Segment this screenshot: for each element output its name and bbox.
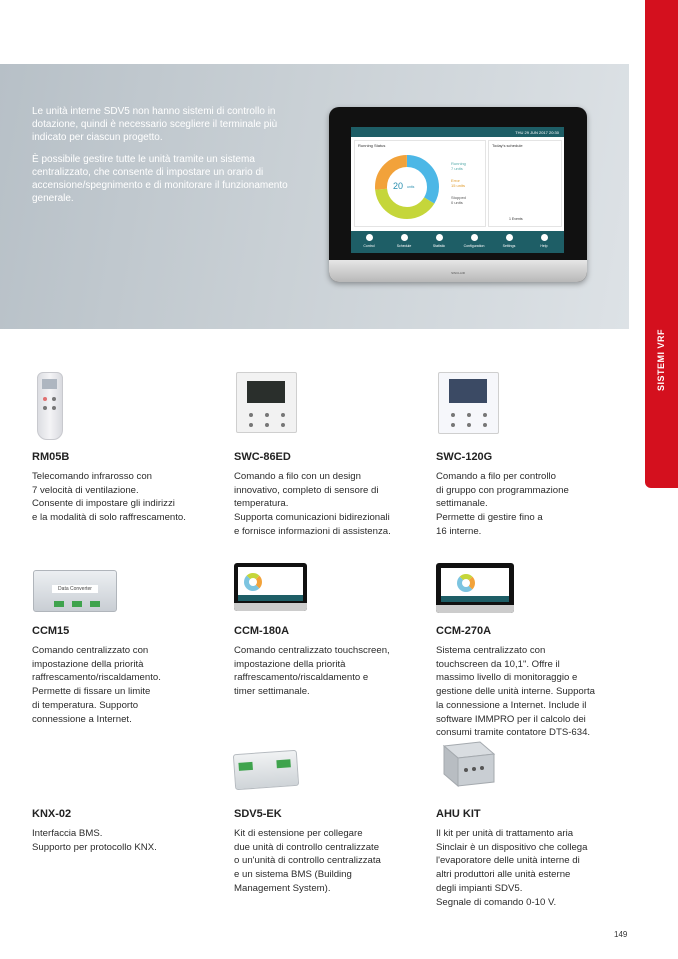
schedule-title: Today's schedule (492, 143, 523, 148)
swc-120g-button (467, 423, 471, 427)
swc-120g-button (451, 423, 455, 427)
product-desc-knx-02 (32, 827, 217, 854)
ccm-270a-donut (457, 574, 475, 592)
center-count: 20 (393, 181, 404, 191)
desc-line: Il kit per unità di trattamento aria (436, 828, 574, 839)
nav-label-schedule: Schedule (396, 244, 412, 248)
nav-control (354, 234, 384, 248)
nav-label-configuration: Configuration (463, 244, 485, 248)
desc-line: di gruppo con programmazione (436, 484, 569, 496)
desc-line: e la modalità di solo raffrescamento. (32, 512, 186, 524)
desc-line: Permette di fissare un limite (32, 686, 151, 698)
product-desc-sdv5-ek (234, 827, 419, 896)
swc-86ed-button (281, 413, 285, 417)
statistic-icon (436, 234, 443, 241)
desc-line: la connessione a Internet. Include il (436, 699, 587, 711)
product-desc-ccm-180a (234, 644, 419, 699)
swc-120g-button (451, 413, 455, 417)
control-icon (366, 234, 373, 241)
desc-line: l'evaporatore delle unità interne di (436, 855, 580, 867)
ccm15-terminal (90, 601, 100, 607)
remote-fan-button (43, 406, 47, 410)
desc-line: Comando centralizzato con (32, 645, 149, 656)
product-name-swc-86ed: SWC-86ED (234, 451, 291, 463)
configuration-icon (471, 234, 478, 241)
desc-line: degli impianti SDV5. (436, 882, 523, 894)
swc-120g-button (483, 423, 487, 427)
desc-line: Permette di gestire fino a (436, 512, 543, 524)
desc-line: software IMMPRO per il calcolo dei (436, 713, 586, 725)
ccm-180a-screen (238, 567, 303, 601)
desc-line: Comando a filo per controllo (436, 471, 556, 482)
running-status-panel (354, 140, 486, 227)
desc-line: massimo livello di monitoraggio e (436, 672, 578, 684)
desc-line: 7 velocità di ventilazione. (32, 484, 139, 496)
ccm-180a-navbar (238, 595, 303, 601)
screen-datetime: THU 29 JUN 2017 20:30 (515, 130, 559, 135)
desc-line: e un sistema BMS (Building (234, 869, 352, 881)
controller-screen (351, 127, 564, 253)
desc-line: consumi tramite contatore DTS-634. (436, 727, 591, 739)
sdv5-ek-terminal (238, 762, 253, 771)
hero-paragraph-2: È possibile gestire tutte le unità tramite un sistema centralizzato, che consente di impostare un orario di accensione/spegnimento e di monitorare il funzionamento generale. (32, 154, 288, 204)
ccm-180a-chin (234, 603, 307, 611)
product-desc-rm05b (32, 470, 217, 525)
desc-line: o un'unità di controllo centralizzata (234, 855, 381, 867)
desc-line: temperatura. (234, 498, 289, 510)
desc-line: raffrescamento/riscaldamento. (32, 672, 161, 684)
remote-temp-button (52, 406, 56, 410)
ahu-kit-box-drawing (436, 740, 498, 788)
swc-86ed-button (249, 423, 253, 427)
desc-line: altri produttori alle unità esterne (436, 869, 571, 881)
swc-86ed-display (247, 381, 285, 403)
swc-86ed-button (281, 423, 285, 427)
desc-line: Consente di impostare gli indirizzi (32, 498, 175, 510)
tablet-brand: SINCLAIR (451, 271, 465, 275)
nav-settings (494, 234, 524, 248)
desc-line: Supporto per protocollo KNX. (32, 841, 157, 853)
ccm-270a-image (436, 563, 514, 613)
section-tab-label: SISTEMI VRF (656, 329, 666, 392)
desc-line: connessione a Internet. (32, 713, 132, 725)
desc-line: Supporta comunicazioni bidirezionali (234, 512, 390, 524)
product-name-ccm-270a: CCM-270A (436, 625, 492, 637)
desc-line: Kit di estensione per collegare (234, 828, 363, 839)
schedule-icon (401, 234, 408, 241)
page-number: 149 (614, 930, 628, 939)
desc-line: settimanale. (436, 498, 488, 510)
nav-label-help: Help (540, 244, 548, 248)
ccm-180a-donut (244, 573, 262, 591)
screen-nav-bar (351, 231, 564, 253)
remote-display (42, 379, 57, 389)
desc-line: Comando a filo con un design (234, 471, 361, 482)
sdv5-ek-module-image (233, 750, 299, 790)
swc-120g-display (449, 379, 487, 403)
swc-120g-button (467, 413, 471, 417)
desc-line: 16 interne. (436, 525, 482, 537)
product-desc-ccm-270a (436, 644, 626, 740)
product-desc-ahu-kit (436, 827, 621, 909)
swc-86ed-button (265, 413, 269, 417)
ccm15-converter-image (33, 570, 117, 612)
stopped-label: Stopped (451, 195, 466, 200)
ccm15-terminal (72, 601, 82, 607)
desc-line: touchscreen da 10,1". Offre il (436, 658, 560, 670)
help-icon (541, 234, 548, 241)
remote-mode-button (52, 397, 56, 401)
stopped-count: 0 units (451, 200, 463, 205)
desc-line: e fornisce informazioni di assistenza. (234, 525, 391, 537)
desc-line: impostazione della priorità (32, 658, 144, 670)
nav-configuration (459, 234, 489, 248)
error-label: Error (451, 178, 460, 183)
nav-statistic (424, 234, 454, 248)
product-desc-swc-86ed (234, 470, 419, 539)
product-desc-swc-120g (436, 470, 621, 539)
touchscreen-controller-image (329, 107, 587, 282)
desc-line: raffrescamento/riscaldamento e (234, 672, 369, 684)
product-name-knx-02: KNX-02 (32, 808, 72, 820)
desc-line: innovativo, completo di sensore di (234, 484, 379, 496)
product-desc-ccm15 (32, 644, 217, 726)
desc-line: di temperatura. Supporto (32, 699, 139, 711)
sdv5-ek-terminal (276, 759, 291, 768)
desc-line: Telecomando infrarosso con (32, 471, 152, 482)
ccm15-label: Data Converter (52, 585, 98, 593)
schedule-panel (488, 140, 562, 227)
running-status-title: Running Status (358, 143, 386, 148)
nav-label-settings: Settings (502, 244, 516, 248)
nav-label-statistic: Statistic (432, 244, 446, 248)
ccm-270a-navbar (441, 596, 509, 602)
desc-line: timer settimanale. (234, 686, 310, 698)
swc-120g-panel-image (438, 372, 499, 434)
desc-line: Comando centralizzato touchscreen, (234, 645, 390, 656)
settings-icon (506, 234, 513, 241)
product-name-rm05b: RM05B (32, 451, 70, 463)
rm05b-remote-image (37, 372, 63, 440)
section-side-tab (645, 0, 678, 488)
desc-line: due unità di controllo centralizzate (234, 841, 380, 853)
product-name-swc-120g: SWC-120G (436, 451, 493, 463)
screen-top-bar (351, 127, 564, 137)
desc-line: Segnale di comando 0-10 V. (436, 896, 557, 908)
ccm-270a-chin (436, 605, 514, 613)
desc-line: Management System). (234, 882, 331, 894)
swc-86ed-panel-image (236, 372, 297, 433)
hero-paragraph-1: Le unità interne SDV5 non hanno sistemi di controllo in dotazione, quindi è necessario scegliere il terminale più indicato per ciascun progetto. (32, 106, 278, 143)
swc-86ed-button (265, 423, 269, 427)
ccm-270a-screen (441, 568, 509, 602)
nav-schedule (389, 234, 419, 248)
desc-line: Interfaccia BMS. (32, 828, 103, 839)
desc-line: Sinclair è un dispositivo che collega (436, 841, 588, 853)
ccm15-terminal (54, 601, 64, 607)
hero-text (32, 105, 294, 214)
swc-120g-button (483, 413, 487, 417)
nav-label-control: Control (363, 244, 375, 248)
running-count: 7 units (451, 166, 463, 171)
ccm-180a-image (234, 563, 307, 611)
center-unit: units (407, 185, 415, 189)
product-name-sdv5-ek: SDV5-EK (234, 808, 282, 820)
desc-line: gestione delle unità interne. Supporta (436, 686, 595, 698)
product-name-ahu-kit: AHU KIT (436, 808, 481, 820)
ahu-kit-box-image (436, 740, 498, 788)
product-name-ccm-180a: CCM-180A (234, 625, 290, 637)
desc-line: Sistema centralizzato con (436, 645, 546, 656)
events-label: 1 Events (509, 217, 523, 221)
nav-help (529, 234, 559, 248)
desc-line: impostazione della priorità (234, 658, 346, 670)
swc-86ed-button (249, 413, 253, 417)
running-label: Running (451, 161, 466, 166)
product-name-ccm15: CCM15 (32, 625, 70, 637)
error-count: 15 units (451, 183, 466, 188)
remote-power-button (43, 397, 47, 401)
